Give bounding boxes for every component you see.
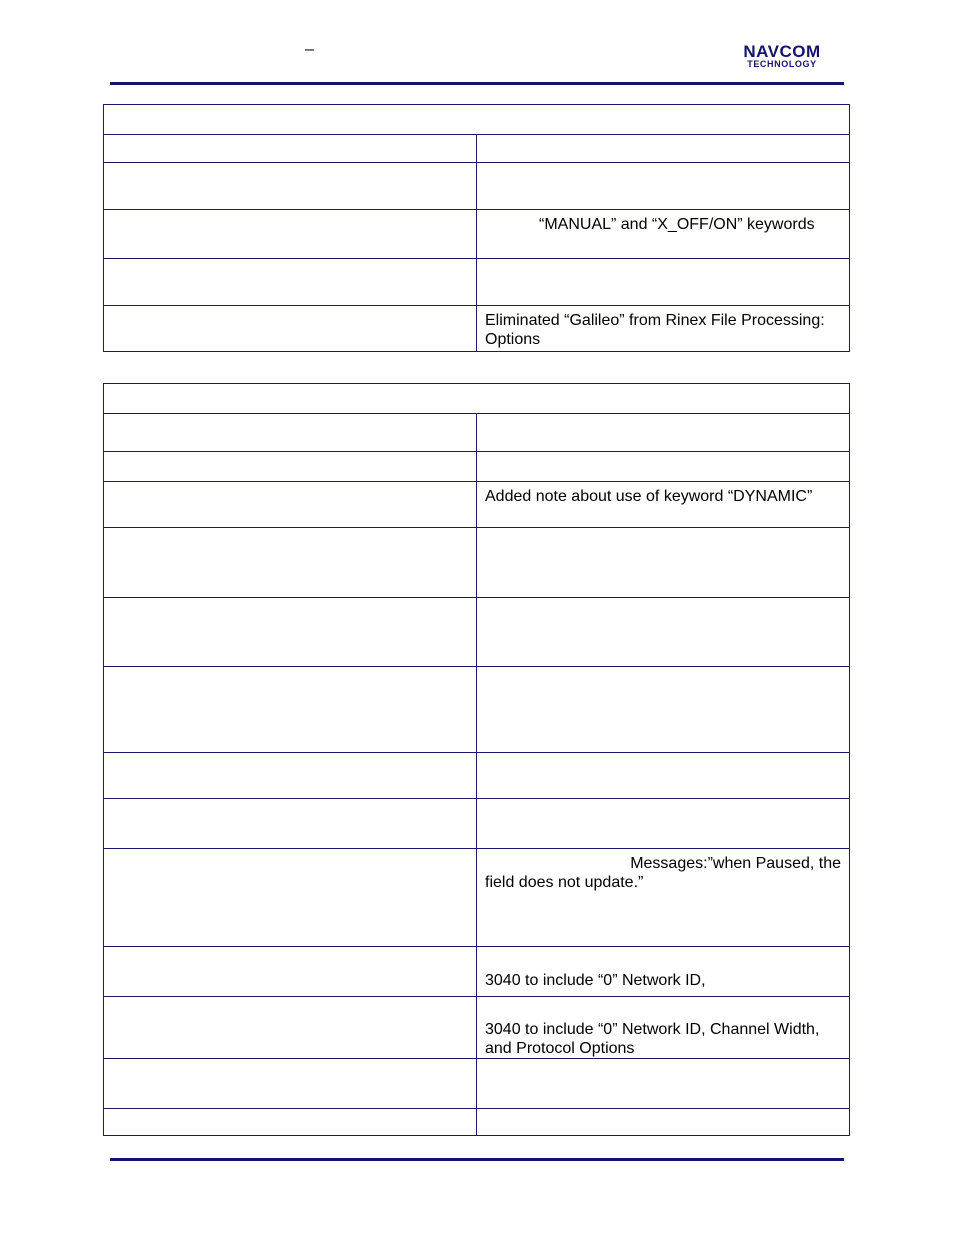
cell-text: 3040 to include “0” Network ID, Channel Width, and Protocol Options: [485, 1021, 820, 1057]
header-dash: –: [305, 41, 314, 58]
row-label-cell: [104, 799, 477, 849]
table-row: [104, 452, 850, 482]
row-description-cell: [477, 799, 850, 849]
cell-text: 3040 to include “0” Network ID,: [485, 972, 706, 989]
table-row: [104, 306, 850, 352]
table-row: [104, 947, 850, 997]
cell-text: Messages:”when Paused, the: [630, 855, 841, 872]
row-label-cell: [104, 528, 477, 598]
row-label-cell: [104, 163, 477, 210]
row-description-cell: [477, 667, 850, 753]
row-description-cell: [477, 210, 850, 259]
revision-table-2: [103, 383, 850, 1136]
row-label-cell: [104, 753, 477, 799]
row-label-cell: [104, 452, 477, 482]
row-label-cell: [104, 598, 477, 667]
row-description-cell: [477, 598, 850, 667]
cell-text: “MANUAL” and “X_OFF/ON” keywords: [539, 216, 815, 233]
table-row: [104, 135, 850, 163]
row-description-cell: [477, 163, 850, 210]
logo-line2: TECHNOLOGY: [747, 59, 817, 69]
cell-text: Added note about use of keyword “DYNAMIC”: [485, 488, 813, 505]
row-description-cell: [477, 997, 850, 1059]
table-row: [104, 799, 850, 849]
navcom-logo: [720, 43, 844, 69]
table-row: [104, 1109, 850, 1136]
row-description-cell: [477, 452, 850, 482]
row-description-cell: [477, 947, 850, 997]
cell-text: Eliminated “Galileo” from Rinex File Processing: Options: [485, 312, 825, 348]
row-label-cell: [104, 667, 477, 753]
table-row: [104, 414, 850, 452]
table-row: [104, 482, 850, 528]
row-description-cell: [477, 1059, 850, 1109]
row-label-cell: [104, 210, 477, 259]
table-title-cell: [104, 105, 850, 135]
revision-table-1: [103, 104, 850, 352]
table-row: [104, 528, 850, 598]
table-row: [104, 384, 850, 414]
table-row: [104, 105, 850, 135]
row-description-cell: [477, 482, 850, 528]
table-row: [104, 753, 850, 799]
row-description-cell: [477, 135, 850, 163]
table-row: [104, 163, 850, 210]
table-row: [104, 667, 850, 753]
row-label-cell: [104, 306, 477, 352]
row-description-cell: [477, 528, 850, 598]
row-label-cell: [104, 482, 477, 528]
row-label-cell: [104, 414, 477, 452]
row-label-cell: [104, 997, 477, 1059]
row-label-cell: [104, 947, 477, 997]
row-label-cell: [104, 259, 477, 306]
table-row: [104, 849, 850, 947]
row-label-cell: [104, 849, 477, 947]
logo-line1: NAVCOM: [743, 43, 821, 61]
row-description-cell: [477, 1109, 850, 1136]
table-row: [104, 210, 850, 259]
cell-text: field does not update.”: [485, 874, 644, 891]
table-row: [104, 997, 850, 1059]
row-description-cell: [477, 849, 850, 947]
header-rule: [110, 82, 844, 85]
footer-rule: [110, 1158, 844, 1161]
row-label-cell: [104, 135, 477, 163]
table-title-cell: [104, 384, 850, 414]
row-label-cell: [104, 1109, 477, 1136]
row-description-cell: [477, 753, 850, 799]
row-description-cell: [477, 259, 850, 306]
row-description-cell: [477, 414, 850, 452]
table-row: [104, 259, 850, 306]
row-description-cell: [477, 306, 850, 352]
table-row: [104, 598, 850, 667]
row-label-cell: [104, 1059, 477, 1109]
table-row: [104, 1059, 850, 1109]
